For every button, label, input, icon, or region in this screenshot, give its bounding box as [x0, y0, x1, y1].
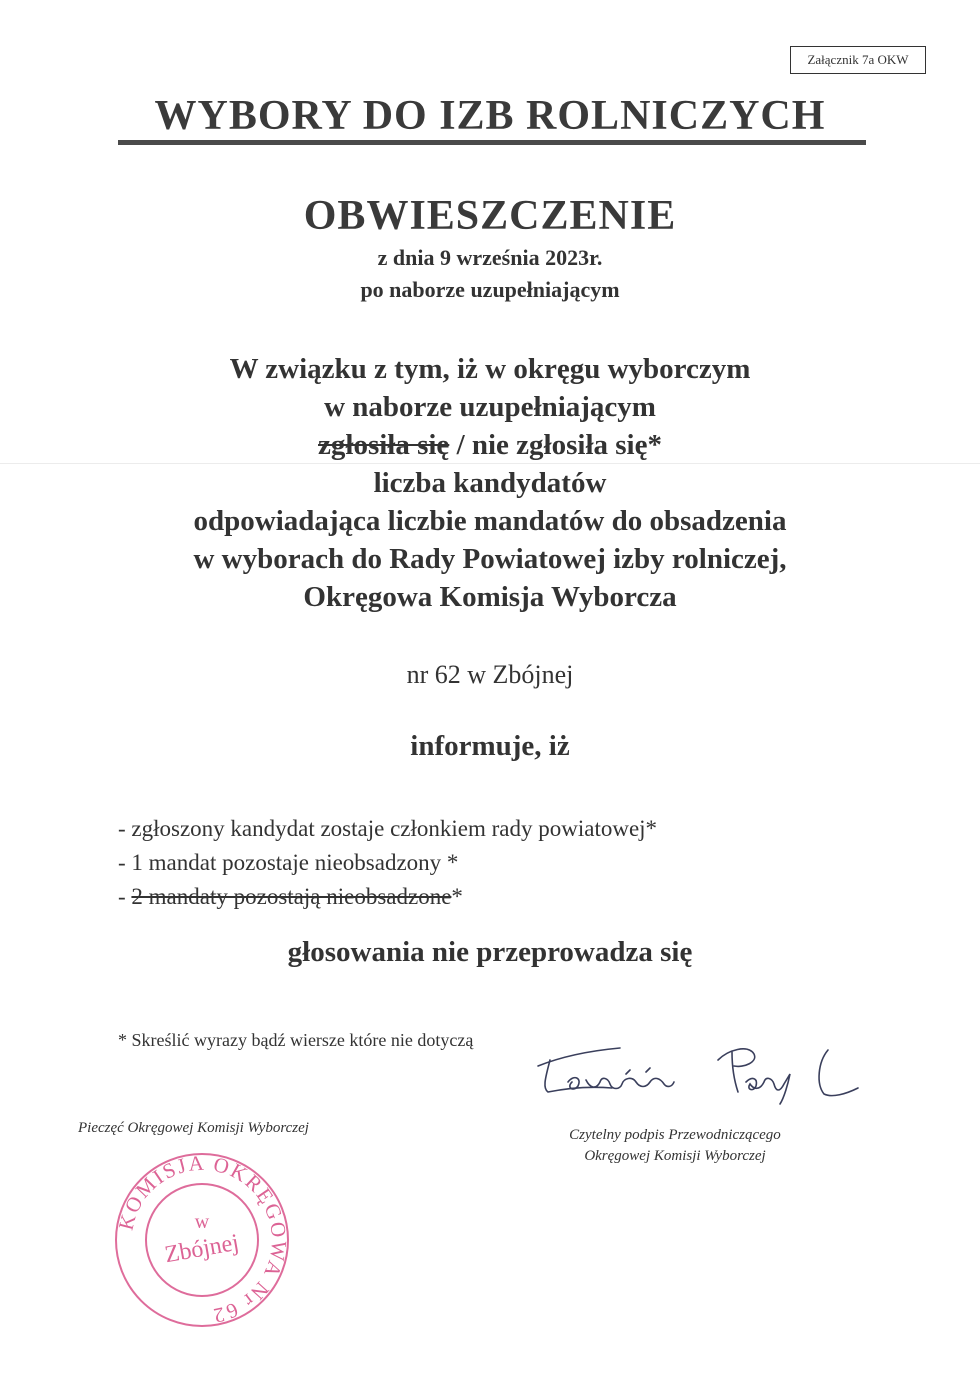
footnote: * Skreślić wyrazy bądź wiersze które nie dotyczą: [118, 1030, 474, 1050]
attachment-label-box: [790, 46, 926, 74]
option-3-struck: 2 mandaty pozostają nieobsadzone: [131, 884, 452, 909]
body-line-1: W związku z tym, iż w okręgu wyborczym: [229, 353, 751, 385]
kept-option: nie zgłosiła się*: [471, 429, 662, 461]
chairman-signature-icon: [528, 1036, 868, 1110]
option-separator: /: [449, 429, 472, 461]
no-vote-statement: głosowania nie przeprowadza się: [287, 936, 693, 968]
option-3-prefix: -: [118, 884, 132, 909]
seal-caption: Pieczęć Okręgowej Komisji Wyborczej: [78, 1120, 309, 1136]
option-item-1: - zgłoszony kandydat zostaje członkiem rady powiatowej*: [118, 816, 658, 841]
signature-caption: [500, 1125, 850, 1167]
commission-seal-stamp-icon: [112, 1150, 292, 1330]
option-item-3: [118, 880, 657, 914]
announcement-date: z dnia 9 września 2023r.: [377, 245, 603, 270]
stamp-inner-w: w: [194, 1211, 210, 1233]
body-line-4: liczba kandydatów: [373, 467, 607, 499]
body-line-7: Okręgowa Komisja Wyborcza: [303, 581, 677, 613]
main-title: WYBORY DO IZB ROLNICZYCH: [154, 93, 826, 139]
announcement-heading: OBWIESZCZENIE: [303, 193, 677, 239]
options-list: [118, 812, 657, 914]
option-item-2: - 1 mandat pozostaje nieobsadzony *: [118, 850, 459, 875]
signature-caption-line-2: Okręgowej Komisji Wyborczej: [584, 1148, 766, 1164]
body-line-2: w naborze uzupełniającym: [324, 391, 656, 423]
option-3-suffix: *: [451, 884, 463, 909]
signature-caption-line-1: Czytelny podpis Przewodniczącego: [569, 1127, 781, 1143]
struck-option: zgłosiła się: [318, 429, 450, 461]
attachment-label: Załącznik 7a OKW: [807, 52, 909, 67]
commission-number: nr 62 w Zbójnej: [406, 660, 574, 689]
body-line-5: odpowiadająca liczbie mandatów do obsadzenia: [193, 505, 787, 537]
informs-heading: informuje, iż: [410, 730, 570, 762]
announcement-subheading: po naborze uzupełniającym: [360, 277, 620, 302]
stamp-inner-place: Zbójnej: [162, 1229, 241, 1269]
paper-fold-line: [0, 463, 980, 464]
announcement-body: [0, 350, 980, 616]
body-line-3: [0, 426, 980, 464]
stamp-outer-text: KOMISJA OKRĘGOWA Nr 62: [113, 1150, 292, 1329]
body-line-6: w wyborach do Rady Powiatowej izby rolniczej,: [193, 543, 787, 575]
title-underline: [118, 140, 866, 145]
